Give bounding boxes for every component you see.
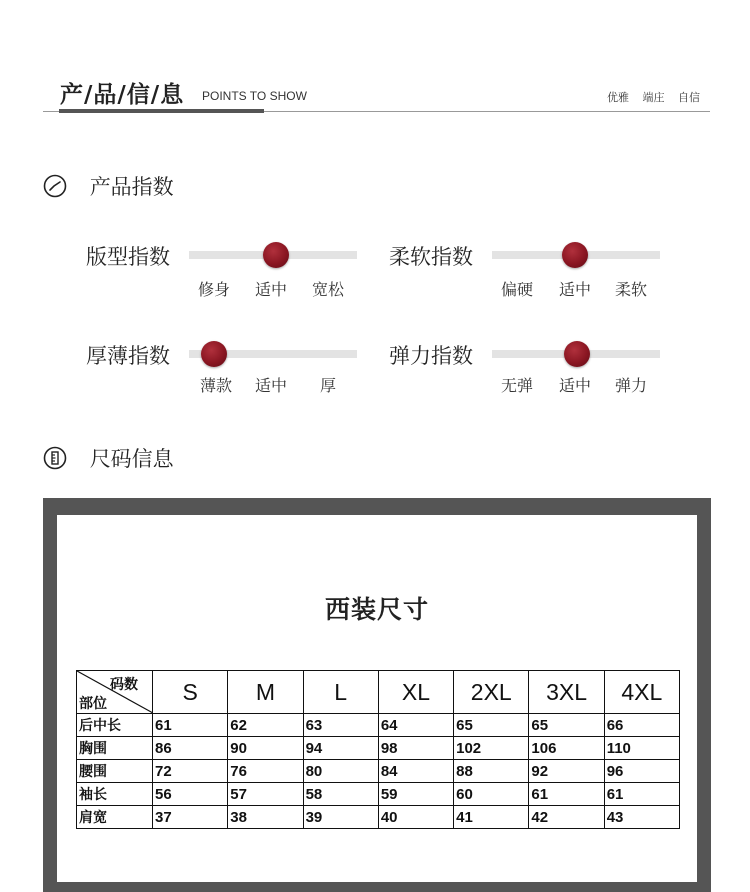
size-cell: 61 xyxy=(529,783,604,806)
size-cell: 64 xyxy=(378,714,453,737)
size-cell: 66 xyxy=(604,714,679,737)
size-cell: 37 xyxy=(153,806,228,829)
header-tags xyxy=(597,89,700,105)
table-row xyxy=(77,760,680,783)
size-info-heading xyxy=(43,443,174,473)
size-cell: 60 xyxy=(454,783,529,806)
size-column-header: S xyxy=(153,671,228,714)
gauge-icon xyxy=(43,174,67,198)
header-accent-bar xyxy=(59,109,264,113)
size-cell: 58 xyxy=(303,783,378,806)
size-cell: 62 xyxy=(228,714,303,737)
size-column-header: 3XL xyxy=(529,671,604,714)
header-tag: 自信 xyxy=(678,91,700,104)
index-knob xyxy=(562,242,588,268)
size-cell: 88 xyxy=(454,760,529,783)
table-row xyxy=(77,806,680,829)
size-cell: 63 xyxy=(303,714,378,737)
index-fit xyxy=(86,241,386,301)
index-tick: 适中 xyxy=(255,280,288,299)
index-tick: 无弹 xyxy=(501,376,534,395)
size-table-corner xyxy=(77,671,153,714)
size-cell: 41 xyxy=(454,806,529,829)
index-knob xyxy=(564,341,590,367)
size-cell: 92 xyxy=(529,760,604,783)
index-tick: 薄款 xyxy=(200,376,233,395)
index-tick: 偏硬 xyxy=(501,280,534,299)
corner-part-label: 部位 xyxy=(79,696,107,712)
index-softness xyxy=(389,241,689,301)
size-cell: 84 xyxy=(378,760,453,783)
size-column-header: M xyxy=(228,671,303,714)
row-part-label: 肩宽 xyxy=(77,806,153,829)
size-cell: 96 xyxy=(604,760,679,783)
size-info-title: 尺码信息 xyxy=(89,447,174,471)
size-header-row xyxy=(77,671,680,714)
size-cell: 98 xyxy=(378,737,453,760)
index-name: 厚薄指数 xyxy=(86,344,170,368)
product-index-heading xyxy=(43,171,174,201)
table-row xyxy=(77,737,680,760)
size-cell: 94 xyxy=(303,737,378,760)
row-part-label: 后中长 xyxy=(77,714,153,737)
index-tick: 适中 xyxy=(255,376,288,395)
size-cell: 76 xyxy=(228,760,303,783)
table-row xyxy=(77,783,680,806)
index-name: 柔软指数 xyxy=(389,245,473,269)
header-tag: 端庄 xyxy=(642,91,665,104)
size-column-header: L xyxy=(303,671,378,714)
product-index-title: 产品指数 xyxy=(89,175,174,199)
index-knob xyxy=(263,242,289,268)
size-cell: 39 xyxy=(303,806,378,829)
size-cell: 57 xyxy=(228,783,303,806)
corner-size-label: 码数 xyxy=(110,677,138,693)
index-tick: 柔软 xyxy=(615,280,648,299)
index-name: 弹力指数 xyxy=(389,344,473,368)
size-cell: 38 xyxy=(228,806,303,829)
header-subtitle: POINTS TO SHOW xyxy=(202,89,307,103)
size-cell: 90 xyxy=(228,737,303,760)
index-tick: 宽松 xyxy=(312,280,345,299)
size-cell: 80 xyxy=(303,760,378,783)
size-column-header: 2XL xyxy=(454,671,529,714)
size-cell: 56 xyxy=(153,783,228,806)
size-table xyxy=(76,670,680,829)
size-cell: 102 xyxy=(454,737,529,760)
index-tick: 厚 xyxy=(320,376,337,395)
index-tick: 适中 xyxy=(559,376,592,395)
size-column-header: XL xyxy=(378,671,453,714)
index-tick: 弹力 xyxy=(615,376,648,395)
size-cell: 42 xyxy=(529,806,604,829)
size-cell: 110 xyxy=(604,737,679,760)
size-column-header: 4XL xyxy=(604,671,679,714)
size-chart-title: 西装尺寸 xyxy=(324,595,429,624)
ruler-icon xyxy=(43,446,67,470)
size-cell: 43 xyxy=(604,806,679,829)
index-tick: 修身 xyxy=(198,280,231,299)
row-part-label: 胸围 xyxy=(77,737,153,760)
header-tag: 优雅 xyxy=(607,91,629,104)
size-cell: 61 xyxy=(153,714,228,737)
row-part-label: 腰围 xyxy=(77,760,153,783)
table-row xyxy=(77,714,680,737)
size-cell: 59 xyxy=(378,783,453,806)
row-part-label: 袖长 xyxy=(77,783,153,806)
size-cell: 72 xyxy=(153,760,228,783)
size-cell: 65 xyxy=(454,714,529,737)
index-name: 版型指数 xyxy=(86,245,170,269)
size-cell: 106 xyxy=(529,737,604,760)
size-cell: 86 xyxy=(153,737,228,760)
index-knob xyxy=(201,341,227,367)
size-cell: 61 xyxy=(604,783,679,806)
size-cell: 65 xyxy=(529,714,604,737)
index-thickness xyxy=(86,340,386,400)
page-header xyxy=(43,76,710,116)
size-cell: 40 xyxy=(378,806,453,829)
index-elasticity xyxy=(389,340,689,400)
index-tick: 适中 xyxy=(559,280,592,299)
header-title: 产/品/信/息 xyxy=(60,82,185,108)
